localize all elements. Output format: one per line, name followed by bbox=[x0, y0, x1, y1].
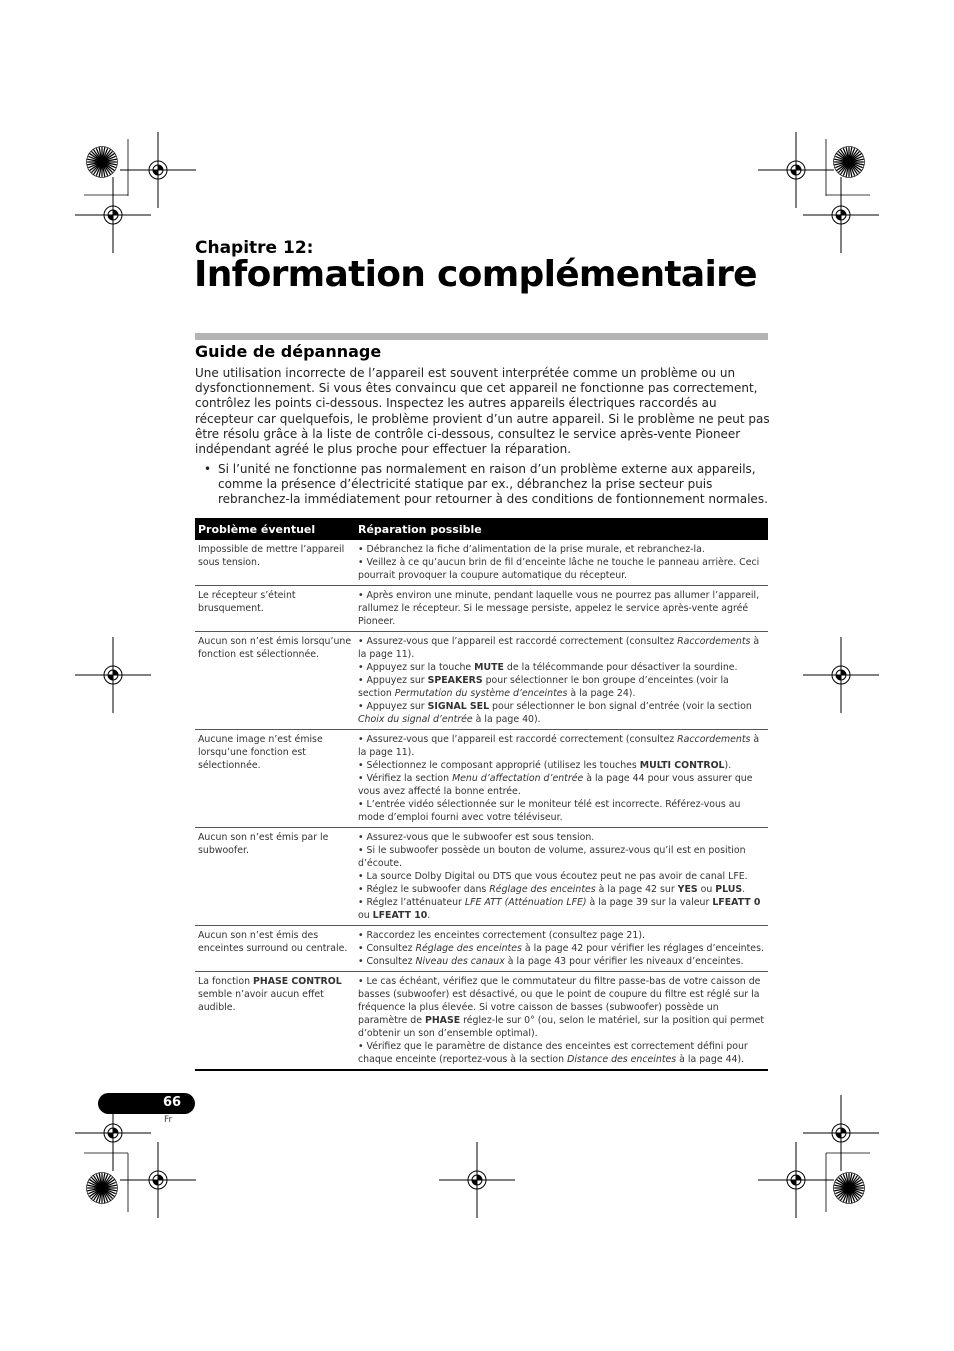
registration-crosshair-icon bbox=[758, 1142, 834, 1218]
remedy-cell bbox=[355, 926, 768, 972]
registration-crosshair-icon bbox=[120, 132, 196, 208]
header-remedy: Réparation possible bbox=[355, 518, 768, 540]
text-run: • La source Dolby Digital ou DTS que vous écoutez peut ne pas avoir de canal LFE. bbox=[358, 871, 748, 882]
text-run: semble n’avoir aucun effet audible. bbox=[198, 989, 324, 1013]
page-language: Fr bbox=[164, 1115, 173, 1125]
text-run: • Sélectionnez le composant approprié (utilisez les touches bbox=[358, 760, 640, 771]
problem-cell bbox=[195, 926, 355, 972]
text-run: à la page 43 pour vérifier les niveaux d’enceintes. bbox=[504, 956, 744, 967]
table-row bbox=[195, 972, 768, 1071]
section-ref: Réglage des enceintes bbox=[415, 943, 522, 954]
button-label-ref: SPEAKERS bbox=[427, 675, 483, 686]
remedy-item bbox=[358, 589, 765, 628]
text-run: . bbox=[742, 884, 746, 895]
text-run: à la page 42 sur bbox=[595, 884, 678, 895]
registration-crosshair-icon bbox=[758, 132, 834, 208]
table-header-row bbox=[195, 518, 768, 540]
remedy-item bbox=[358, 870, 765, 883]
text-run: • Assurez-vous que l’appareil est raccordé correctement (consultez bbox=[358, 734, 678, 745]
text-run: • Appuyez sur bbox=[358, 701, 428, 712]
remedy-cell bbox=[355, 972, 768, 1071]
chapter-label: Chapitre 12: bbox=[195, 238, 314, 258]
table-row bbox=[195, 828, 768, 926]
remedy-cell bbox=[355, 632, 768, 730]
remedy-cell bbox=[355, 540, 768, 586]
header-problem: Problème éventuel bbox=[195, 518, 355, 540]
registration-crosshair-icon bbox=[75, 637, 151, 713]
starburst-target-icon bbox=[87, 147, 118, 178]
remedy-cell bbox=[355, 586, 768, 632]
section-divider bbox=[195, 333, 768, 340]
button-label-ref: MUTE bbox=[474, 662, 504, 673]
table-row bbox=[195, 540, 768, 586]
text-run: • Assurez-vous que l’appareil est raccordé correctement (consultez bbox=[358, 636, 678, 647]
page-number: 66 bbox=[163, 1095, 182, 1110]
text-run: à la page 42 pour vérifier les réglages d’enceintes. bbox=[521, 943, 764, 954]
remedy-item bbox=[358, 844, 765, 870]
text-run: à la page 44). bbox=[676, 1054, 745, 1065]
text-run: • Si le subwoofer possède un bouton de volume, assurez-vous qu’il est en position d’écoute. bbox=[358, 845, 746, 869]
text-run: Aucun son n’est émis des enceintes surround ou centrale. bbox=[198, 930, 348, 954]
text-run: à la page 24). bbox=[567, 688, 636, 699]
text-run: à la page 40). bbox=[472, 714, 541, 725]
remedy-item bbox=[358, 942, 765, 955]
text-run: • Assurez-vous que le subwoofer est sous tension. bbox=[358, 832, 595, 843]
button-label-ref: LFEATT 0 bbox=[712, 897, 761, 908]
table-row bbox=[195, 730, 768, 828]
text-run: ou bbox=[697, 884, 716, 895]
text-run: ). bbox=[724, 760, 732, 771]
starburst-target-icon bbox=[87, 1173, 118, 1204]
text-run: pour sélectionner le bon signal d’entrée (voir la section bbox=[489, 701, 752, 712]
table-row bbox=[195, 586, 768, 632]
remedy-item bbox=[358, 831, 765, 844]
section-ref: Choix du signal d’entrée bbox=[358, 714, 473, 725]
table-body bbox=[195, 540, 768, 1070]
starburst-target-icon bbox=[834, 1173, 865, 1204]
button-label-ref: YES bbox=[677, 884, 698, 895]
button-label-ref: SIGNAL SEL bbox=[427, 701, 490, 712]
section-ref: Réglage des enceintes bbox=[489, 884, 596, 895]
text-run: Le récepteur s’éteint brusquement. bbox=[198, 590, 296, 614]
remedy-item bbox=[358, 733, 765, 759]
text-run: • Après environ une minute, pendant laquelle vous ne pourrez pas allumer l’appareil, rallumez le récepteur. Si le message persiste, appelez le service après-vente agréé Pioneer. bbox=[358, 590, 760, 627]
table-row bbox=[195, 926, 768, 972]
button-label-ref: PHASE bbox=[424, 1015, 461, 1026]
registration-crosshair-icon bbox=[803, 637, 879, 713]
problem-cell bbox=[195, 828, 355, 926]
text-run: Aucune image n’est émise lorsqu’une fonction est sélectionnée. bbox=[198, 734, 323, 771]
remedy-item bbox=[358, 883, 765, 896]
remedy-cell bbox=[355, 730, 768, 828]
problem-cell bbox=[195, 586, 355, 632]
text-run: Aucun son n’est émis par le subwoofer. bbox=[198, 832, 329, 856]
text-run: Aucun son n’est émis lorsqu’une fonction est sélectionnée. bbox=[198, 636, 352, 660]
remedy-item bbox=[358, 700, 765, 726]
remedy-item bbox=[358, 955, 765, 968]
note-bullet-text: Si l’unité ne fonctionne pas normalement en raison d’un problème externe aux appareils, comme la présence d’électricité statique par ex., débranchez la prise secteur puis rebranchez-la immédiatement pour retourner à des conditions de fontionnement normales. bbox=[218, 462, 768, 507]
section-ref: Permutation du système d’enceintes bbox=[394, 688, 568, 699]
text-run: réglez-le sur 0° (ou, selon le matériel, sur la position qui permet d’obtenir un son d’ensemble optimal). bbox=[358, 1015, 765, 1039]
registration-crosshair-icon bbox=[439, 1142, 515, 1218]
text-run: • Réglez l’atténuateur bbox=[358, 897, 465, 908]
remedy-item bbox=[358, 759, 765, 772]
remedy-item bbox=[358, 929, 765, 942]
text-run: pour sélectionner le bon groupe d’enceintes (voir la section bbox=[358, 675, 729, 699]
problem-cell bbox=[195, 972, 355, 1071]
button-label-ref: MULTI CONTROL bbox=[639, 760, 725, 771]
registration-crosshair-icon bbox=[75, 177, 151, 253]
text-run: La fonction bbox=[198, 976, 254, 987]
text-run: à la page 11). bbox=[358, 734, 760, 758]
text-run: • Débranchez la fiche d’alimentation de la prise murale, et rebranchez-la. bbox=[358, 544, 705, 555]
remedy-item bbox=[358, 975, 765, 1040]
text-run: • Raccordez les enceintes correctement (consultez page 21). bbox=[358, 930, 645, 941]
remedy-item bbox=[358, 896, 765, 922]
text-run: ou bbox=[358, 910, 373, 921]
section-title: Guide de dépannage bbox=[195, 342, 382, 361]
text-run: • Vérifiez que le paramètre de distance des enceintes est correctement défini pour chaque enceinte (reportez-vous à la section bbox=[358, 1041, 748, 1065]
section-ref: Niveau des canaux bbox=[415, 956, 505, 967]
section-ref: Menu d’affectation d’entrée bbox=[452, 773, 584, 784]
text-run: • Appuyez sur bbox=[358, 675, 428, 686]
section-ref: Raccordements bbox=[677, 734, 751, 745]
section-ref: Distance des enceintes bbox=[567, 1054, 677, 1065]
remedy-item bbox=[358, 661, 765, 674]
text-run: à la page 11). bbox=[358, 636, 760, 660]
text-run: Impossible de mettre l’appareil sous tension. bbox=[198, 544, 345, 568]
remedy-cell bbox=[355, 828, 768, 926]
bullet-icon: • bbox=[204, 462, 212, 476]
problem-cell bbox=[195, 730, 355, 828]
problem-cell bbox=[195, 632, 355, 730]
button-label-ref: PLUS bbox=[715, 884, 743, 895]
registration-crosshair-icon bbox=[803, 177, 879, 253]
starburst-target-icon bbox=[834, 147, 865, 178]
text-run: • Réglez le subwoofer dans bbox=[358, 884, 490, 895]
troubleshooting-table bbox=[195, 518, 768, 1071]
note-bullet bbox=[204, 462, 784, 508]
remedy-item bbox=[358, 635, 765, 661]
text-run: à la page 39 sur la valeur bbox=[586, 897, 713, 908]
problem-cell bbox=[195, 540, 355, 586]
remedy-item bbox=[358, 556, 765, 582]
text-run: • Appuyez sur la touche bbox=[358, 662, 475, 673]
text-run: de la télécommande pour désactiver la sourdine. bbox=[503, 662, 738, 673]
text-run: • Veillez à ce qu’aucun brin de fil d’enceinte lâche ne touche le panneau arrière. Ceci pourrait provoquer la coupure automatique du récepteur. bbox=[358, 557, 760, 581]
remedy-item bbox=[358, 772, 765, 798]
registration-crosshair-icon bbox=[803, 1095, 879, 1171]
remedy-item bbox=[358, 798, 765, 824]
table-row bbox=[195, 632, 768, 730]
remedy-item bbox=[358, 543, 765, 556]
text-run: • Vérifiez la section bbox=[358, 773, 453, 784]
text-run: à la page 44 pour vous assurer que vous avez affecté la bonne entrée. bbox=[358, 773, 753, 797]
button-label-ref: LFEATT 10 bbox=[372, 910, 428, 921]
text-run: . bbox=[427, 910, 431, 921]
chapter-title: Information complémentaire bbox=[194, 254, 757, 295]
remedy-item bbox=[358, 674, 765, 700]
remedy-item bbox=[358, 1040, 765, 1066]
button-label-ref: PHASE CONTROL bbox=[253, 976, 342, 987]
intro-paragraph: Une utilisation incorrecte de l’appareil est souvent interprétée comme un problème ou un dysfonctionnement. Si vous êtes convaincu que cet appareil ne fonctionne pas correctement, contrôlez les points ci-dessous. Inspectez les autres appareils électriques raccordés au récepteur car quelquefois, le problème provient d’un autre appareil. Si le problème ne peut pas être résolu grâce à la liste de contrôle ci-dessous, consultez le service après-vente Pioneer indépendant agréé le plus proche pour effectuer la réparation. bbox=[195, 366, 770, 457]
registration-crosshair-icon bbox=[120, 1142, 196, 1218]
section-ref: LFE ATT (Atténuation LFE) bbox=[464, 897, 587, 908]
section-ref: Raccordements bbox=[677, 636, 751, 647]
text-run: • L’entrée vidéo sélectionnée sur le moniteur télé est incorrecte. Référez-vous au mode d’emploi fourni avec votre téléviseur. bbox=[358, 799, 741, 823]
text-run: • Le cas échéant, vérifiez que le commutateur du filtre passe-bas de votre caisson de basses (subwoofer) est désactivé, ou que le point de coupure du filtre est réglé sur la fréquence la plus élevée. Si votre caisson de basses (subwoofer) possède un paramètre de bbox=[358, 976, 761, 1026]
text-run: • Consultez bbox=[358, 943, 416, 954]
text-run: • Consultez bbox=[358, 956, 416, 967]
